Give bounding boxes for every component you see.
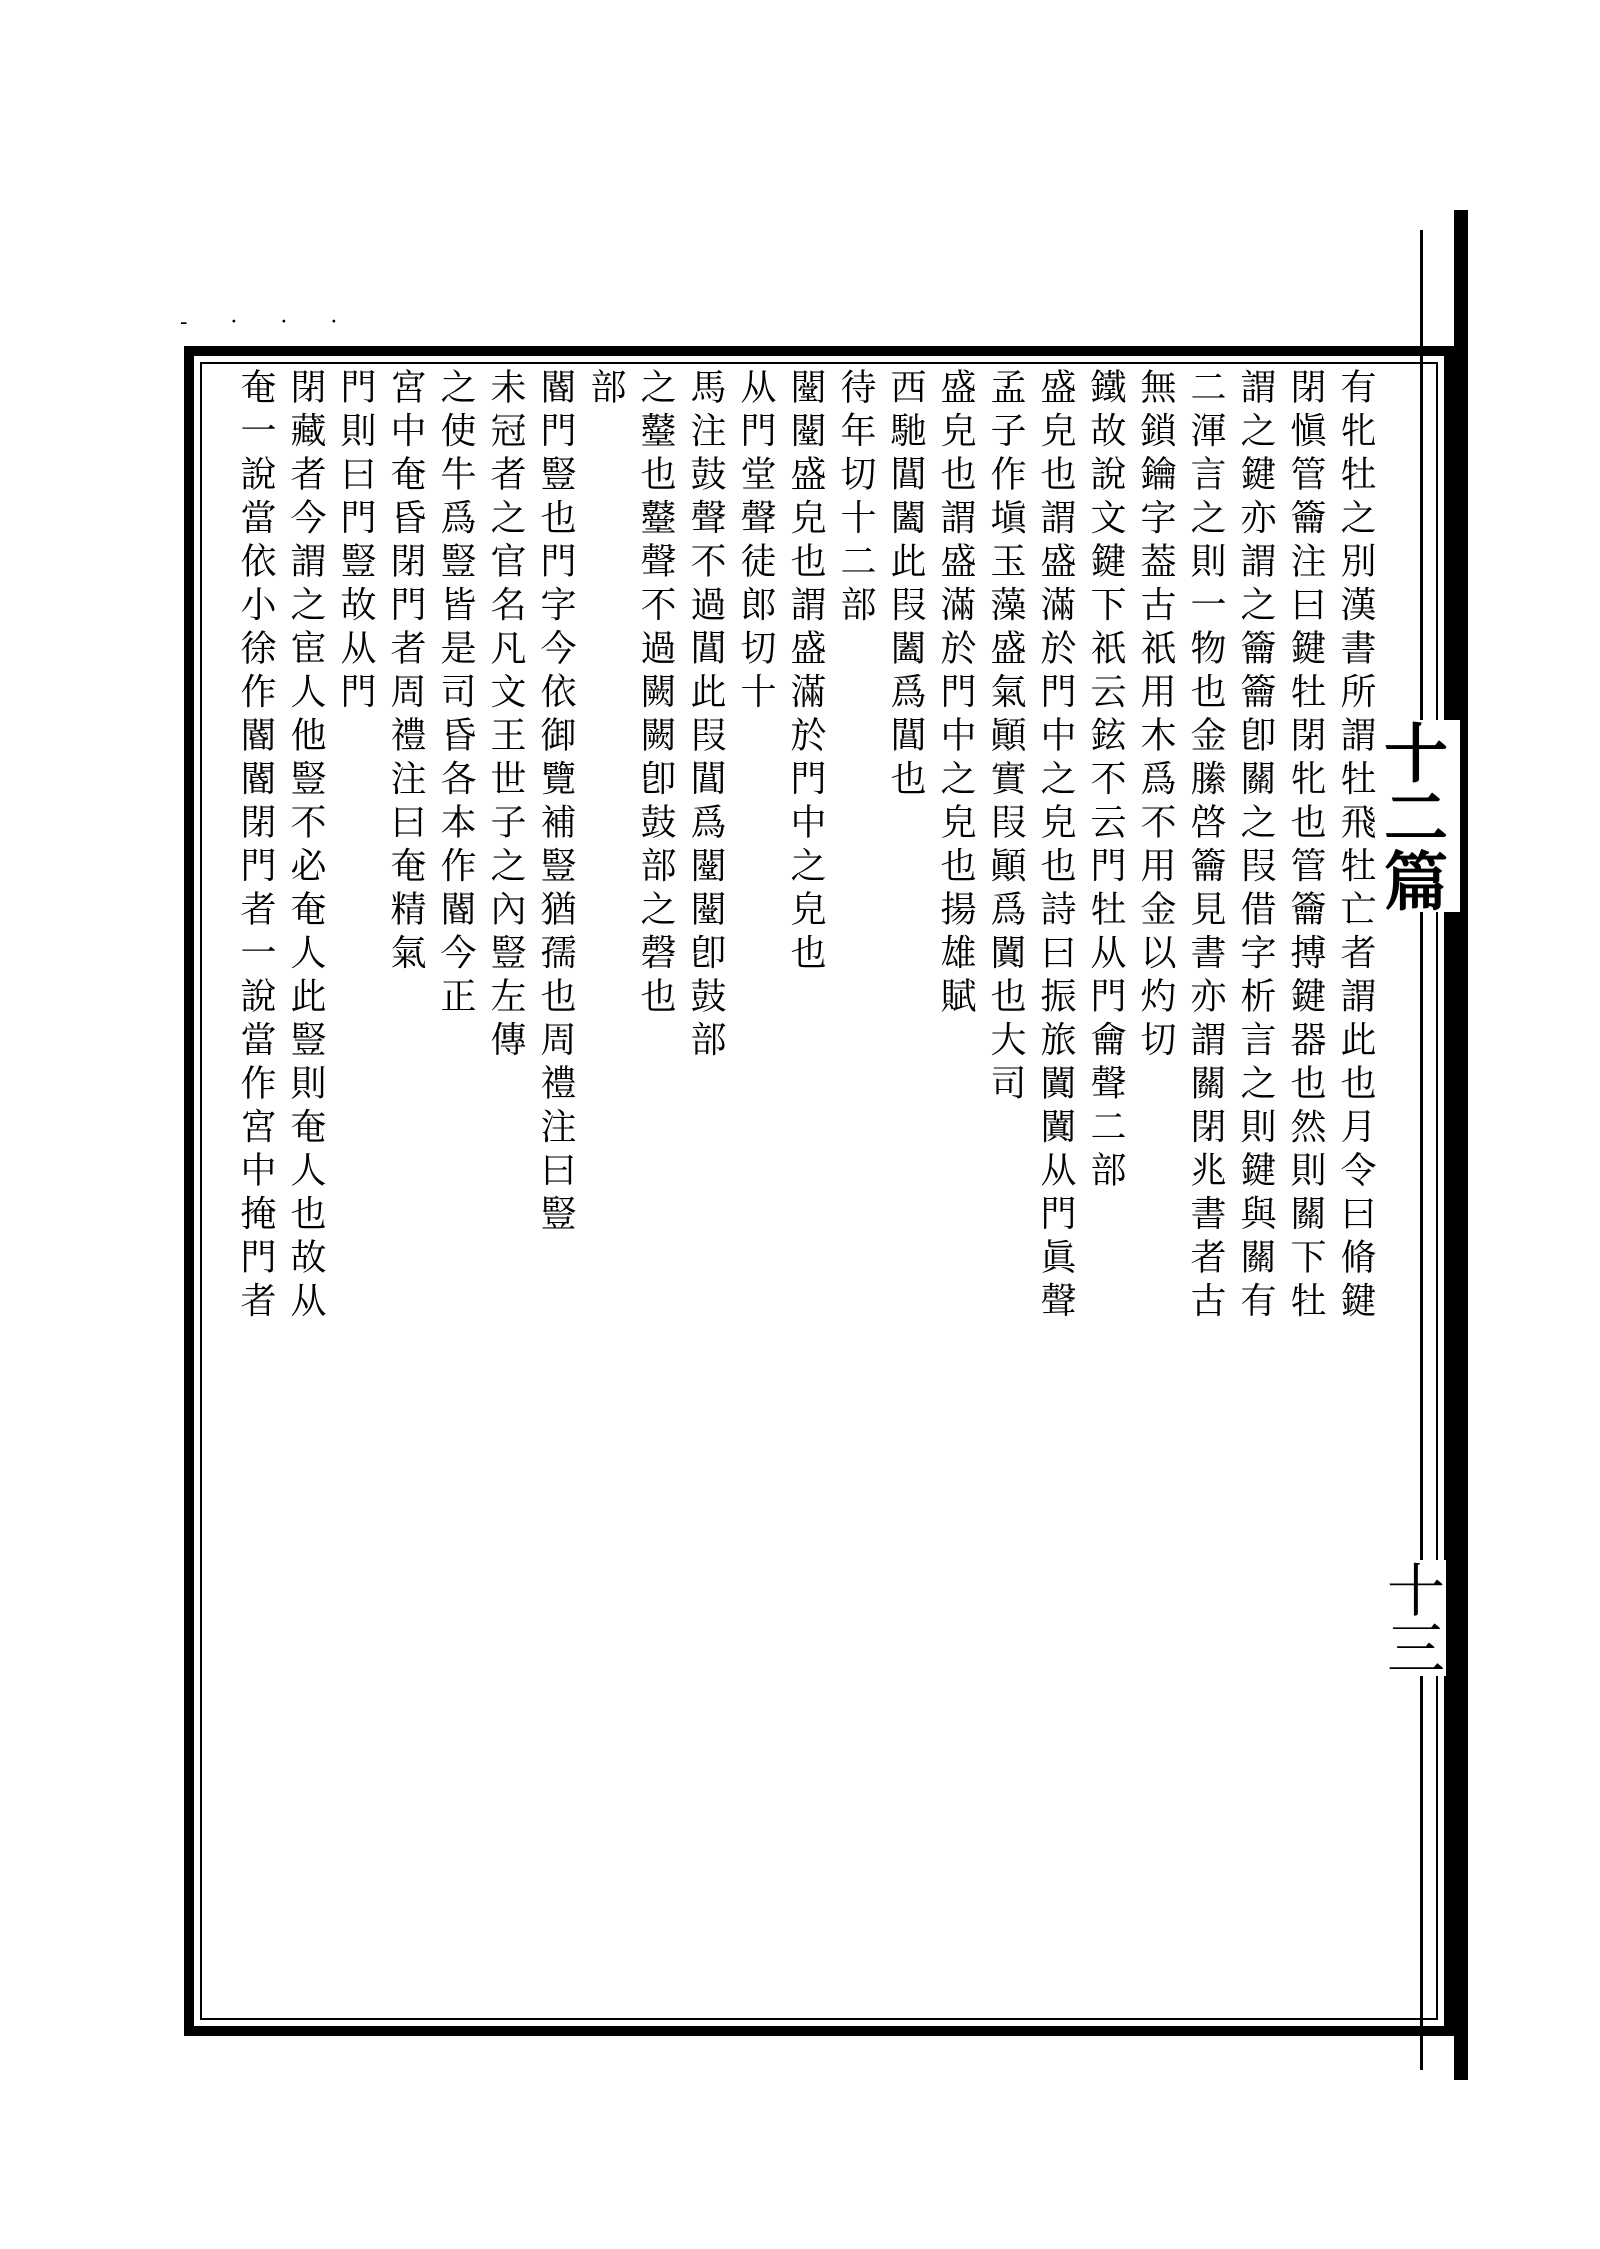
text-column: 部 — [585, 368, 626, 412]
text-column: 閽門豎也門字今依御覽補豎猶孺也周禮注曰豎 — [535, 368, 576, 1238]
margin-volume-label: 十二篇 — [1360, 720, 1460, 912]
text-column: 奄一說當依小徐作閽閽閉門者一說當作宮中掩門者 — [235, 368, 276, 1325]
text-column: 之鼞也鼞聲不過闕闕卽鼓部之磬也 — [635, 368, 676, 1021]
text-column: 之使牛爲豎皆是司昏各本作閽今正 — [435, 368, 476, 1021]
text-column: 閉愼管籥注曰鍵牡閉牝也管籥搏鍵器也然則關下牡 — [1285, 368, 1326, 1325]
text-column: 孟子作塡玉藻盛氣顚實叚顚爲闐也大司 — [985, 368, 1026, 1108]
text-body — [212, 366, 1380, 2016]
text-column: 宮中奄昏閉門者周禮注曰奄精氣 — [385, 368, 426, 977]
text-column: 闛闛盛皃也謂盛滿於門中之皃也 — [785, 368, 826, 977]
text-column: 有牝牡之別漢書所謂牡飛牡亡者謂此也月令曰脩鍵 — [1335, 368, 1376, 1325]
text-column: 盛皃也謂盛滿於門中之皃也揚雄賦 — [935, 368, 976, 1021]
text-column: 盛皃也謂盛滿於門中之皃也詩曰振旅闐闐从門眞聲 — [1035, 368, 1076, 1325]
page-edge-strip — [1454, 210, 1468, 2080]
text-column: 待年切十二部 — [835, 368, 876, 629]
text-column: 鐵故說文鍵下祇云鉉不云門牡从門龠聲二部 — [1085, 368, 1126, 1195]
top-margin-marks: - · · · — [180, 310, 356, 335]
text-column: 馬注鼓聲不過閶此叚閶爲闛闛卽鼓部 — [685, 368, 726, 1064]
text-column: 二渾言之則一物也金縢啓籥見書亦謂關閉兆書者古 — [1185, 368, 1226, 1325]
text-column: 無鎖鑰字葢古祇用木爲不用金以灼切 — [1135, 368, 1176, 1064]
margin-page-number: 十三 — [1377, 1560, 1445, 1676]
text-column: 謂之鍵亦謂之籥籥卽關之叚借字析言之則鍵與關有 — [1235, 368, 1276, 1325]
text-column: 未冠者之官名凡文王世子之內豎左傳 — [485, 368, 526, 1064]
text-column: 从門堂聲徒郎切十 — [735, 368, 776, 716]
text-column: 西馳閶闔此叚闔爲閶也 — [885, 368, 926, 803]
text-column: 閉藏者今謂之宦人他豎不必奄人此豎則奄人也故从 — [285, 368, 326, 1325]
text-column: 門則曰門豎故从門 — [335, 368, 376, 716]
